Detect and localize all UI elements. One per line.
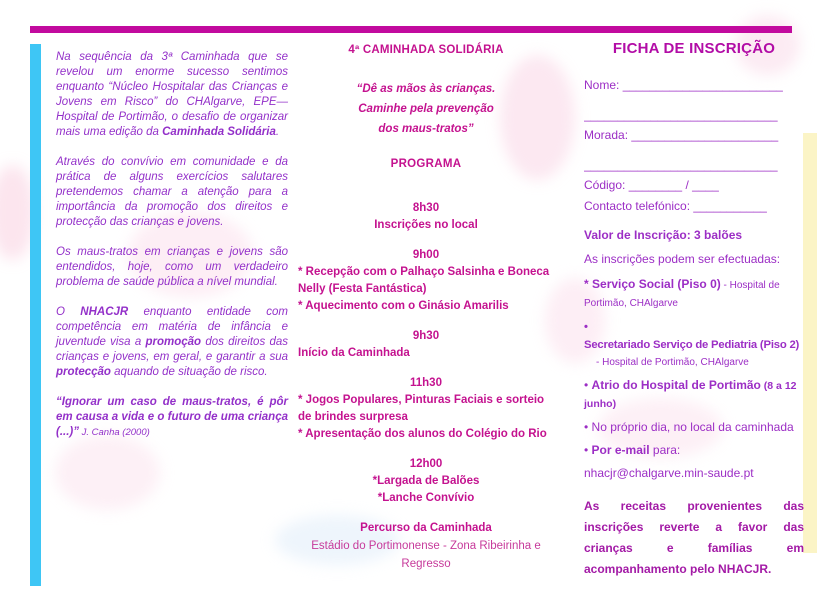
name-field — [584, 77, 804, 94]
option-marker: * — [584, 277, 589, 291]
left-accent-bar — [30, 44, 41, 586]
option-detail: para: — [649, 443, 681, 457]
slot-item: * Jogos Populares, Pinturas Faciais e sorteio de brindes surpresa — [298, 394, 545, 423]
postal-code-field — [584, 177, 804, 194]
right-accent-bar — [803, 133, 817, 553]
nhacjr-bold: NHACJR — [80, 306, 129, 318]
intro-column — [56, 50, 288, 455]
intro-text: O — [56, 306, 81, 318]
intro-text: aquando de situação de risco. — [110, 366, 268, 378]
address-blank-line-2: _____________________________ — [584, 158, 778, 172]
slot-time: 9h30 — [412, 330, 440, 342]
option-main: Serviço Social (Piso 0) — [592, 277, 721, 291]
quote-author: J. Canha (2000) — [79, 427, 150, 438]
intro-text: dos direitos das crianças e jovens, em geral, e garantir a sua — [56, 336, 288, 363]
registration-option-social-service — [584, 276, 804, 312]
address-label: Morada: — [584, 128, 629, 142]
schedule-slot-11h30 — [298, 375, 554, 443]
intro-text: . — [275, 126, 280, 138]
address-field — [584, 127, 804, 144]
intro-text: Na sequência da 3ª Caminhada que se revelou um enorme sucesso sentimos enquanto “Núcleo Hospitalar das Crianças e Jovens em Risco” do CHAlgarve, EPE—Hospital de Portimão, o desafio de organizar mais uma edição da — [56, 51, 288, 138]
registration-options-intro: As inscrições podem ser efectuadas: — [584, 252, 781, 266]
intro-text: enquanto entidade com competência em matéria de infância e juventude visa a — [56, 306, 289, 348]
proteccao-bold: protecção — [56, 366, 111, 378]
event-name-bold: Caminhada Solidária — [162, 126, 276, 138]
slot-item: *Lanche Convívio — [377, 492, 475, 504]
promocao-bold: promoção — [145, 336, 202, 348]
option-main: No próprio dia, no local da caminhada — [591, 420, 794, 434]
postal-code-label: Código: — [584, 178, 626, 192]
option-marker: • — [584, 443, 589, 457]
slot-item: * Apresentação dos alunos do Colégio do Rio — [298, 428, 547, 440]
top-accent-bar — [30, 26, 792, 33]
option-main: Por e-mail — [591, 443, 650, 457]
option-main: Atrio do Hospital de Portimão — [591, 378, 761, 392]
program-heading: PROGRAMA — [390, 158, 462, 170]
form-column — [584, 40, 804, 580]
intro-paragraph-4 — [56, 305, 288, 380]
slot-item: * Recepção com o Palhaço Salsinha e Boneca Nelly (Festa Fantástica) — [298, 266, 550, 295]
registration-fee: Valor de Inscrição: 3 balões — [584, 228, 743, 242]
registration-option-email — [584, 442, 804, 459]
slot-item: *Largada de Balões — [372, 475, 480, 487]
schedule-slot-12h00 — [298, 456, 554, 507]
name-label: Nome: — [584, 78, 620, 92]
event-motto — [298, 79, 554, 139]
program-column — [298, 42, 554, 573]
schedule-slot-8h30 — [298, 200, 554, 234]
registration-option-pediatrics — [584, 318, 804, 371]
form-title: FICHA DE INSCRIÇÃO — [612, 40, 776, 57]
slot-item: Inscrições no local — [374, 219, 478, 231]
schedule-slot-9h30 — [298, 328, 554, 362]
registration-option-same-day — [584, 419, 804, 436]
postal-code-blank-2: ____ — [692, 178, 719, 192]
route-text: Estádio do Portimonense - Zona Ribeirinha e Regresso — [311, 540, 541, 570]
intro-paragraph-3: Os maus-tratos em crianças e jovens são entendidos, hoje, como um verdadeiro problema de saúde pública a nível mundial. — [56, 246, 288, 288]
option-marker: • — [584, 321, 588, 333]
slot-time: 8h30 — [412, 202, 440, 214]
option-main: Secretariado Serviço de Pediatria (Piso 2) — [584, 339, 800, 351]
slot-item: * Aquecimento com o Ginásio Amarilis — [298, 300, 509, 312]
postal-code-separator: / — [685, 178, 689, 192]
route-title: Percurso da Caminhada — [360, 522, 492, 534]
option-detail: (8 a 12 junho) — [584, 380, 797, 410]
quote-text: “Ignorar um caso de maus-tratos, é pôr em causa a vida e o futuro de uma criança (...)” — [56, 396, 288, 438]
slot-time: 12h00 — [409, 458, 443, 470]
motto-line: Caminhe pela prevenção — [358, 103, 494, 115]
registration-email-address: nhacjr@chalgarve.min-saude.pt — [584, 466, 754, 480]
address-blank-line: ______________________ — [631, 128, 779, 142]
slot-time: 9h00 — [412, 249, 440, 261]
option-marker: • — [584, 420, 589, 434]
intro-paragraph-2: Através do convívio em comunidade e da prática de alguns exercícios salutares pretendemos chamar a atenção para a importância da promoção dos direitos e protecção das crianças e jovens. — [56, 156, 288, 228]
phone-field — [584, 198, 804, 215]
event-title: 4ª CAMINHADA SOLIDÁRIA — [348, 44, 504, 56]
name-blank-line-2: _____________________________ — [584, 108, 778, 122]
proceeds-note: As receitas provenientes das inscrições reverte a favor das crianças e famílias em acompanhamento pelo NHACJR. — [584, 499, 804, 576]
option-marker: • — [584, 378, 589, 392]
option-detail: - Hospital de Portimão, CHAlgarve — [584, 280, 780, 309]
slot-item: Início da Caminhada — [298, 347, 410, 359]
name-blank-line: ________________________ — [622, 78, 783, 92]
slot-time: 11h30 — [410, 377, 442, 389]
postal-code-blank-1: ________ — [628, 178, 683, 192]
phone-label: Contacto telefónico: — [584, 199, 691, 213]
schedule-slot-9h00 — [298, 247, 554, 315]
registration-option-atrium — [584, 377, 804, 413]
motto-line: “Dê as mãos às crianças. — [356, 83, 496, 95]
closing-quote — [56, 395, 288, 440]
intro-paragraph-1 — [56, 50, 288, 140]
motto-line: dos maus-tratos” — [378, 123, 474, 135]
option-detail: - Hospital de Portimão, CHAlgarve — [596, 357, 749, 368]
phone-blank-line: ___________ — [693, 199, 767, 213]
